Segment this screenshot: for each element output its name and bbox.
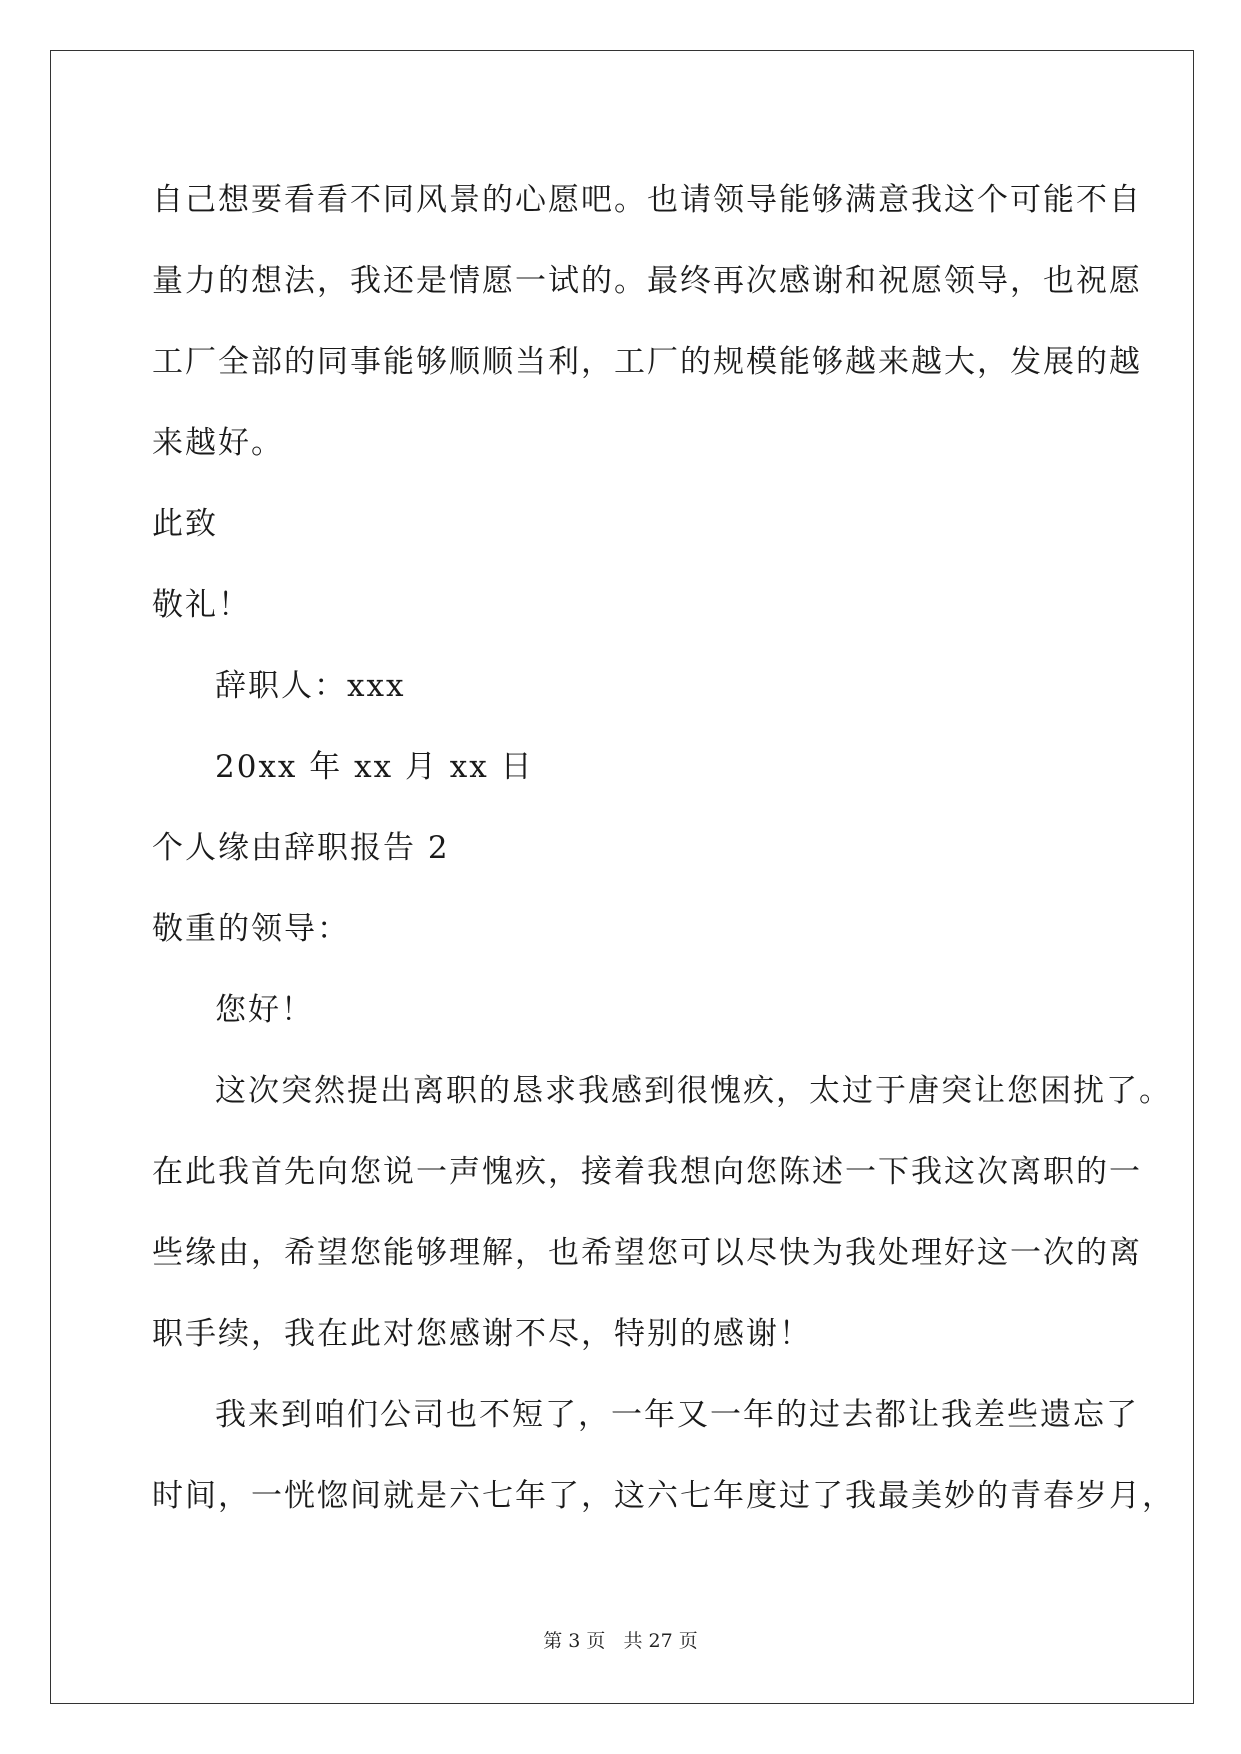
document-body	[152, 160, 1175, 1537]
signature-date: 20xx 年 xx 月 xx 日	[215, 749, 534, 785]
greeting-hello: 您好！	[215, 992, 314, 1028]
greeting-addressee: 敬重的领导：	[152, 911, 350, 947]
paragraph-line: 我来到咱们公司也不短了，一年又一年的过去都让我差些遗忘了	[215, 1397, 1139, 1433]
closing-regards: 敬礼！	[152, 587, 251, 623]
paragraph-line: 来越好。	[152, 425, 284, 461]
page-number: 第 3 页	[543, 1630, 606, 1652]
paragraph-line: 工厂全部的同事能够顺顺当利，工厂的规模能够越来越大，发展的越	[152, 344, 1142, 380]
paragraph-line: 在此我首先向您说一声愧疚，接着我想向您陈述一下我这次离职的一	[152, 1154, 1142, 1190]
closing-salutation: 此致	[152, 506, 218, 542]
paragraph-line: 这次突然提出离职的恳求我感到很愧疚，太过于唐突让您困扰了。	[215, 1073, 1172, 1109]
paragraph-line: 些缘由，希望您能够理解，也希望您可以尽快为我处理好这一次的离	[152, 1235, 1142, 1271]
page-total: 共 27 页	[623, 1630, 698, 1652]
signature-name: 辞职人：xxx	[215, 668, 406, 704]
paragraph-line: 自己想要看看不同风景的心愿吧。也请领导能够满意我这个可能不自	[152, 182, 1142, 218]
paragraph-line: 时间，一恍惚间就是六七年了，这六七年度过了我最美妙的青春岁月，	[152, 1478, 1175, 1514]
paragraph-line: 职手续，我在此对您感谢不尽，特别的感谢！	[152, 1316, 812, 1352]
section-title: 个人缘由辞职报告 2	[152, 830, 450, 866]
page-footer	[0, 1626, 1241, 1653]
paragraph-line: 量力的想法，我还是情愿一试的。最终再次感谢和祝愿领导，也祝愿	[152, 263, 1142, 299]
